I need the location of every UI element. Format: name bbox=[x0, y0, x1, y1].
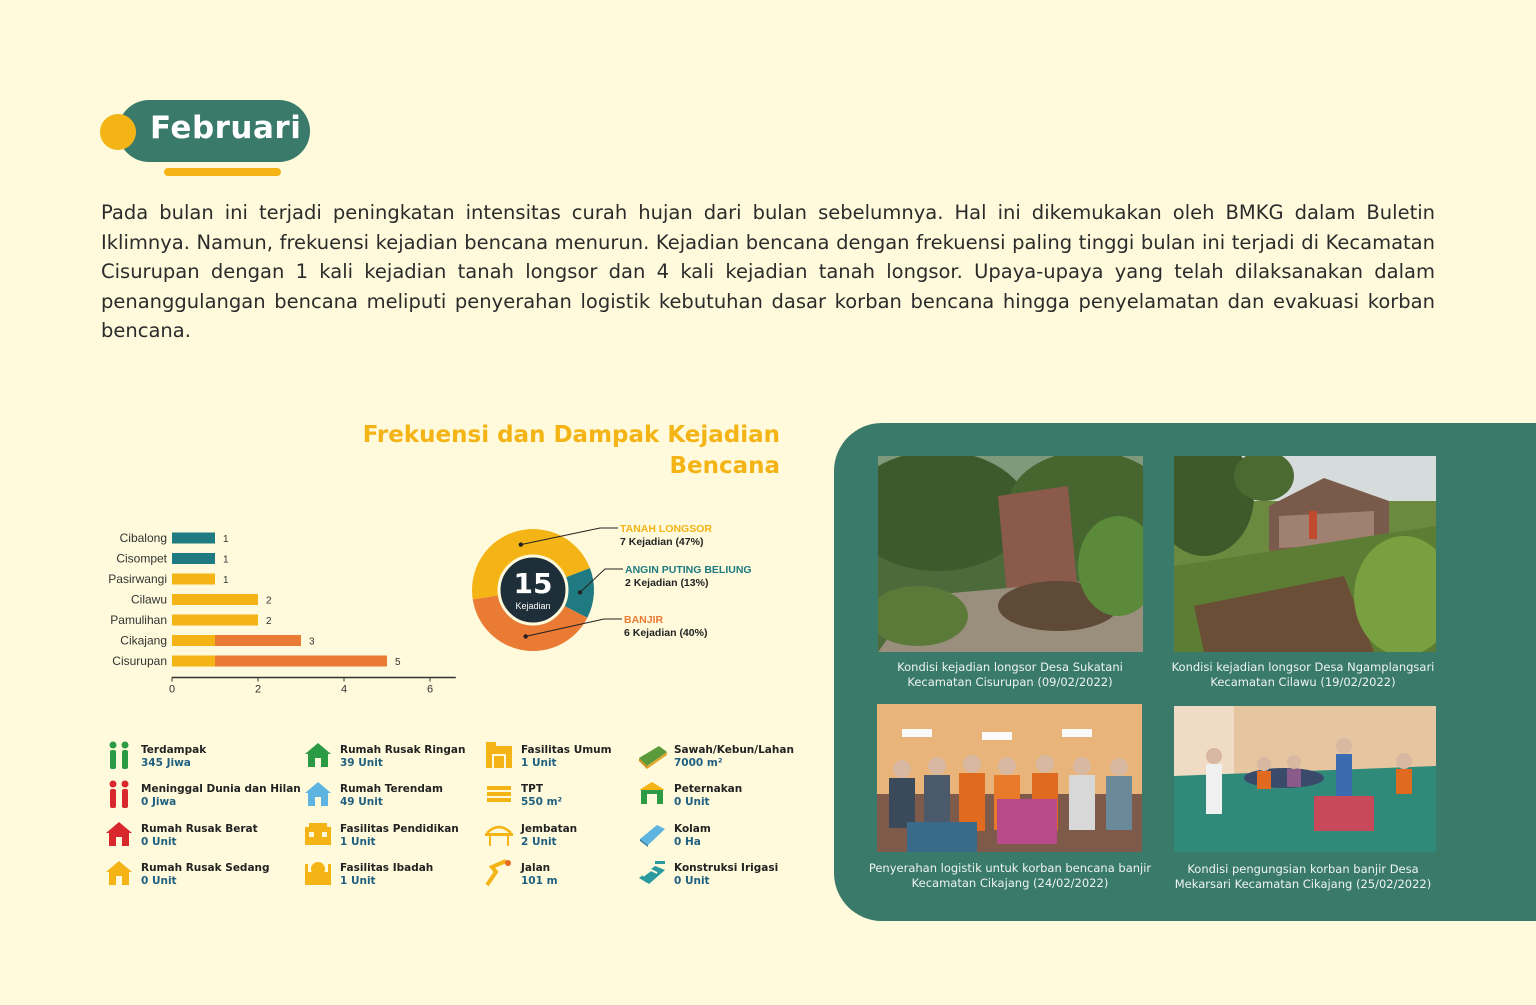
photo-landslide-sukatani bbox=[878, 456, 1143, 652]
bar-segment bbox=[172, 553, 215, 564]
impact-value: 0 Unit bbox=[141, 836, 177, 848]
category-label: Pamulihan bbox=[110, 613, 167, 627]
impact-item bbox=[303, 740, 493, 776]
impact-label: Fasilitas Umum bbox=[521, 744, 612, 756]
impact-value: 345 Jiwa bbox=[141, 757, 191, 769]
photo-logistics-handover bbox=[877, 704, 1142, 852]
bar-segment bbox=[215, 656, 387, 667]
impact-value: 0 Unit bbox=[674, 875, 710, 887]
photo-landslide-ngamplangsari bbox=[1174, 456, 1436, 652]
impact-value: 1 Unit bbox=[340, 836, 376, 848]
chart-title bbox=[360, 420, 780, 482]
impact-label: Rumah Rusak Berat bbox=[141, 823, 258, 835]
impact-item bbox=[104, 819, 294, 855]
impact-item bbox=[104, 779, 301, 815]
slice-detail: 7 Kejadian (47%) bbox=[620, 536, 704, 548]
people-icon bbox=[104, 779, 134, 809]
impact-label: Jembatan bbox=[521, 823, 578, 835]
bar-value-label: 5 bbox=[395, 657, 401, 668]
bar-value-label: 2 bbox=[266, 595, 272, 607]
wall-icon bbox=[484, 779, 514, 809]
photo-evacuation-shelter bbox=[1174, 706, 1436, 852]
impact-item bbox=[637, 819, 827, 855]
intro-paragraph: Pada bulan ini terjadi peningkatan intensitas curah hujan dari bulan sebelumnya. Hal ini dikemukakan oleh BMKG dalam Buletin Iklimnya. Namun, frekuensi kejadian bencana menurun. Kejadian bencana dengan frekuensi paling tinggi bulan ini terjadi di Kecamatan Cisurupan dengan 1 kali kejadian tanah longsor dan 4 kali kejadian tanah longsor. Upaya-upaya yang telah dilaksanakan dalam penanggulangan bencana meliputi penyerahan logistik kebutuhan dasar korban bencana hingga penyelamatan dan evakuasi korban bencana. bbox=[101, 201, 1435, 342]
category-label: Cisurupan bbox=[112, 654, 167, 668]
impact-label: Sawah/Kebun/Lahan bbox=[674, 744, 794, 756]
impact-value: 101 m bbox=[521, 875, 558, 887]
impact-value: 39 Unit bbox=[340, 757, 383, 769]
category-label: Cikajang bbox=[120, 633, 167, 648]
bar-segment bbox=[172, 594, 258, 605]
irrigation-icon bbox=[637, 858, 667, 888]
impact-item bbox=[637, 858, 827, 894]
bar-segment bbox=[172, 635, 215, 646]
impact-label: Jalan bbox=[521, 862, 551, 874]
donut-center-label: Kejadian bbox=[515, 601, 551, 611]
impact-label: Fasilitas Pendidikan bbox=[340, 823, 459, 835]
impact-item bbox=[303, 858, 493, 894]
people-icon bbox=[104, 740, 134, 770]
slice-detail: 2 Kejadian (13%) bbox=[625, 577, 709, 589]
caption-photo-1: Kondisi kejadian longsor Desa Sukatani Kecamatan Cisurupan (09/02/2022) bbox=[897, 660, 1123, 689]
bar-value-label: 1 bbox=[223, 554, 229, 566]
month-title: Februari bbox=[150, 110, 302, 146]
impact-item bbox=[303, 779, 493, 815]
impact-value: 2 Unit bbox=[521, 836, 557, 848]
impact-value: 0 Unit bbox=[141, 875, 177, 887]
impact-label: Konstruksi Irigasi bbox=[674, 862, 779, 874]
building-icon bbox=[484, 740, 514, 770]
bar-value-label: 2 bbox=[266, 616, 272, 627]
bar-value-label: 1 bbox=[223, 575, 229, 586]
impact-label: Peternakan bbox=[674, 783, 743, 795]
impact-item bbox=[637, 740, 827, 776]
impact-label: Rumah Terendam bbox=[340, 783, 443, 795]
category-label: Cilawu bbox=[130, 592, 167, 607]
caption-photo-3: Penyerahan logistik untuk korban bencana banjir Kecamatan Cikajang (24/02/2022) bbox=[868, 861, 1152, 890]
bar-segment bbox=[172, 533, 215, 544]
impact-value: 1 Unit bbox=[340, 875, 376, 887]
bar-segment bbox=[172, 656, 215, 667]
category-label: Pasirwangi bbox=[108, 572, 167, 586]
impact-item bbox=[104, 858, 294, 894]
caption-photo-2: Kondisi kejadian longsor Desa Ngamplangsari Kecamatan Cilawu (19/02/2022) bbox=[1171, 660, 1435, 689]
slice-detail: 6 Kejadian (40%) bbox=[624, 627, 708, 639]
bar-chart bbox=[96, 522, 466, 702]
bar-segment bbox=[172, 615, 258, 626]
chart-title-line1: Frekuensi dan Dampak Kejadian bbox=[362, 422, 780, 448]
impact-legend bbox=[104, 740, 804, 900]
barn-icon bbox=[637, 779, 667, 809]
category-label: Cisompet bbox=[116, 551, 167, 566]
bar-value-label: 1 bbox=[223, 534, 229, 545]
x-tick-label: 4 bbox=[340, 683, 348, 696]
impact-item bbox=[637, 779, 827, 815]
slice-label: ANGIN PUTING BELIUNG bbox=[625, 564, 752, 576]
x-tick-label: 6 bbox=[426, 683, 434, 696]
caption-photo-4: Kondisi pengungsian korban banjir Desa Mekarsari Kecamatan Cikajang (25/02/2022) bbox=[1174, 862, 1432, 891]
donut-center-value: 15 bbox=[513, 567, 553, 600]
slice-label: BANJIR bbox=[624, 614, 664, 626]
mosque-icon bbox=[303, 858, 333, 888]
bar-value-label: 3 bbox=[309, 636, 315, 648]
bar-segment bbox=[172, 574, 215, 585]
impact-label: Rumah Rusak Ringan bbox=[340, 744, 466, 756]
house-icon bbox=[104, 819, 134, 849]
impact-item bbox=[104, 740, 294, 776]
month-dot-icon bbox=[100, 114, 136, 150]
bridge-icon bbox=[484, 819, 514, 849]
impact-value: 550 m² bbox=[521, 796, 563, 808]
house-icon bbox=[303, 779, 333, 809]
impact-value: 7000 m² bbox=[674, 757, 723, 769]
category-label: Cibalong bbox=[119, 531, 167, 545]
road-icon bbox=[484, 858, 514, 888]
chart-title-line2: Bencana bbox=[669, 453, 780, 479]
house-icon bbox=[303, 740, 333, 770]
impact-value: 1 Unit bbox=[521, 757, 557, 769]
impact-label: Meninggal Dunia dan Hilan bbox=[141, 783, 301, 795]
impact-value: 0 Ha bbox=[674, 836, 701, 848]
x-tick-label: 2 bbox=[254, 683, 262, 696]
impact-value: 49 Unit bbox=[340, 796, 383, 808]
impact-value: 0 Jiwa bbox=[141, 796, 177, 808]
donut-chart bbox=[460, 505, 780, 665]
bar-segment bbox=[215, 635, 301, 646]
impact-label: Fasilitas Ibadah bbox=[340, 862, 434, 874]
house-icon bbox=[104, 858, 134, 888]
impact-label: Kolam bbox=[674, 823, 711, 835]
field-icon bbox=[637, 740, 667, 770]
school-icon bbox=[303, 819, 333, 849]
impact-item bbox=[303, 819, 493, 855]
x-tick-label: 0 bbox=[168, 683, 176, 696]
month-underline bbox=[164, 168, 281, 176]
impact-value: 0 Unit bbox=[674, 796, 710, 808]
impact-label: TPT bbox=[521, 783, 544, 795]
impact-label: Rumah Rusak Sedang bbox=[141, 862, 270, 874]
slice-label: TANAH LONGSOR bbox=[620, 523, 712, 535]
impact-label: Terdampak bbox=[141, 744, 207, 756]
pond-icon bbox=[637, 819, 667, 849]
